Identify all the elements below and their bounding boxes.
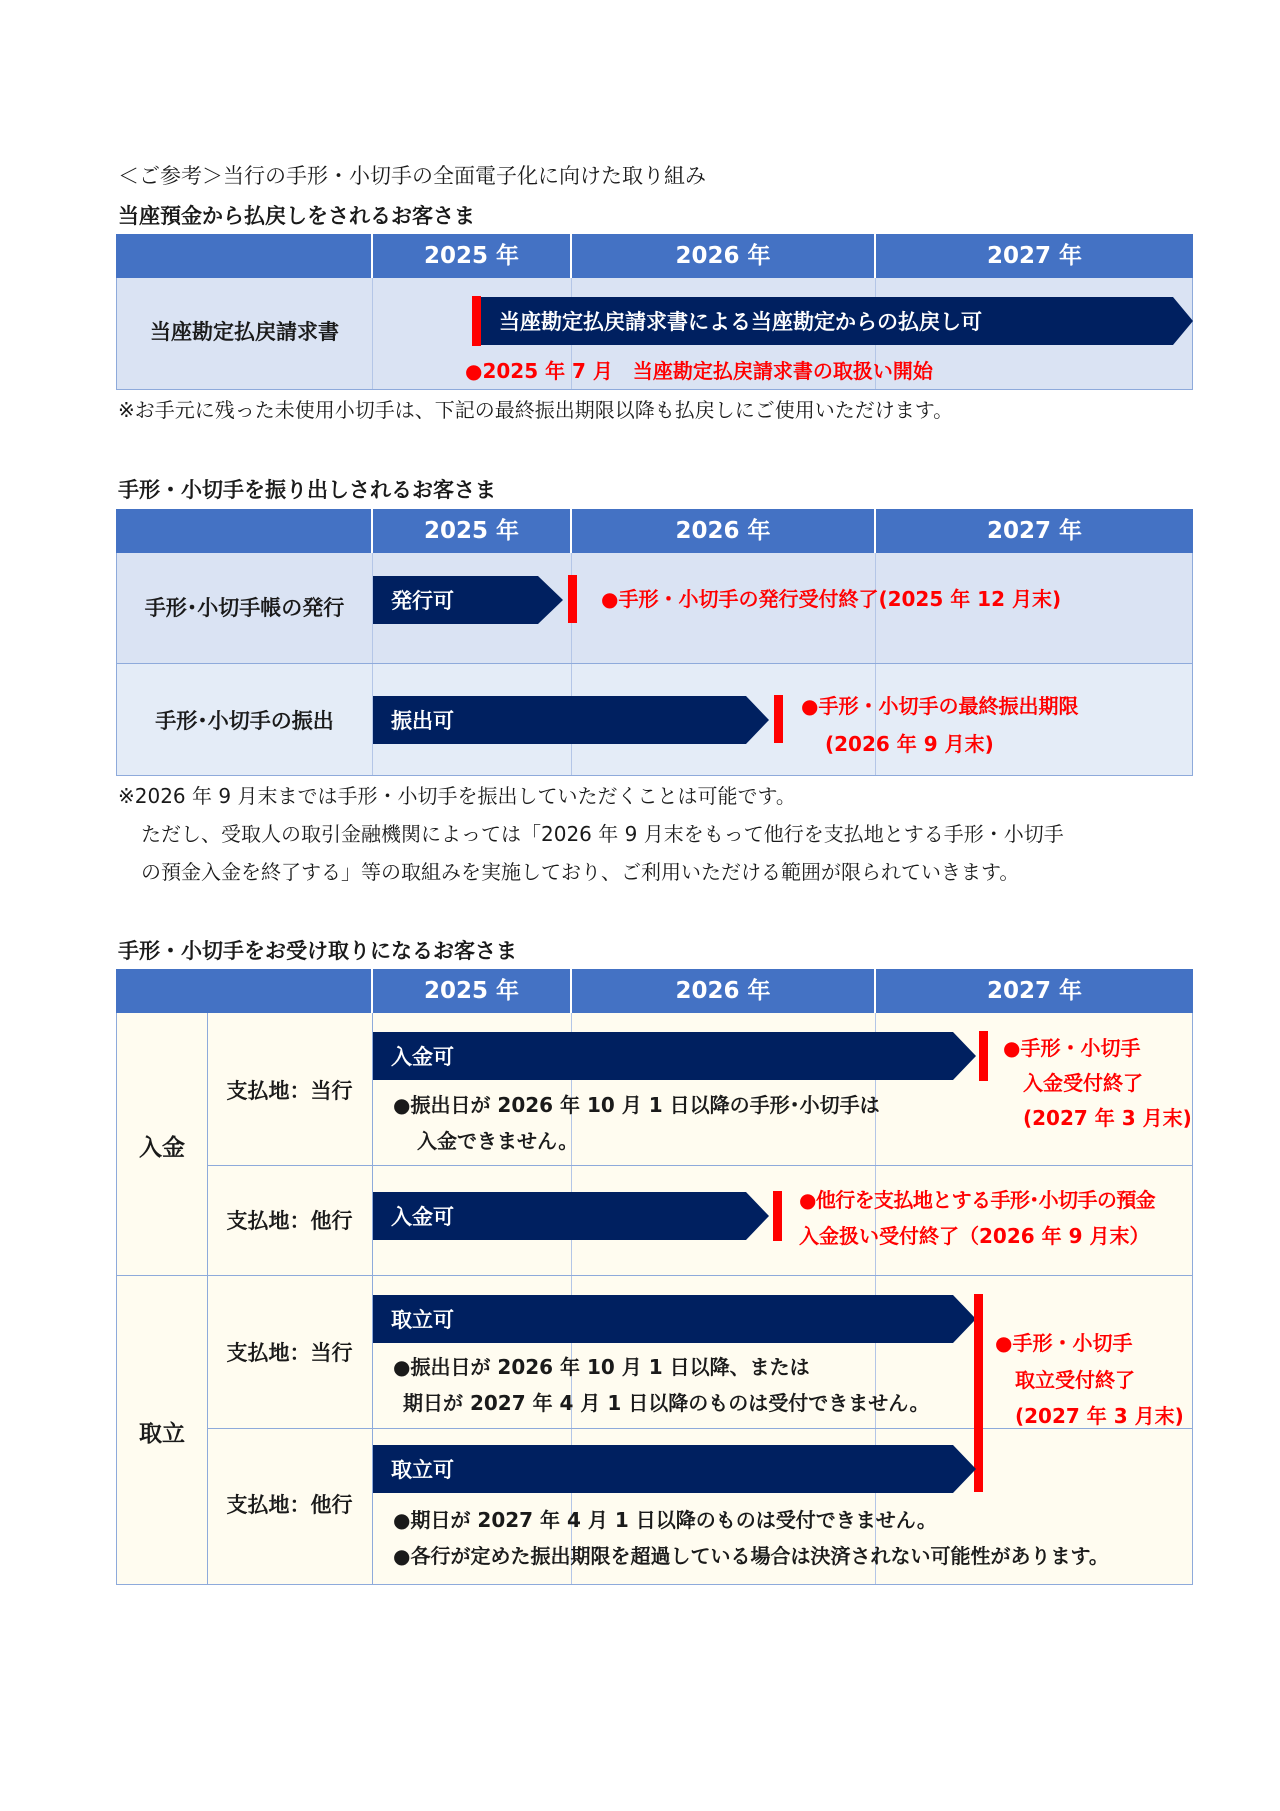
alert-text: (2026 年 9 月末) (825, 732, 994, 756)
arrow-label: 取立可 (391, 1308, 454, 1332)
end-marker (773, 1191, 782, 1241)
row-label: 支払地：他行 (226, 1493, 353, 1517)
year-2027: 2027 年 (986, 978, 1083, 1004)
row-label: 当座勘定払戻請求書 (150, 320, 339, 344)
group-label-collection: 取立 (139, 1421, 185, 1447)
arrow-bar (373, 1192, 769, 1240)
section2-title: 手形・小切手を振り出しされるお客さま (118, 478, 496, 502)
year-2026: 2026 年 (675, 243, 771, 269)
table-header (116, 969, 1193, 1013)
section3-title: 手形・小切手をお受け取りになるお客さま (118, 939, 517, 963)
alert-text: ●手形・小切手の発行受付終了(2025 年 12 月末) (601, 587, 1062, 611)
arrow-bar (481, 297, 1193, 345)
alert-text: ●2025 年 7 月 当座勘定払戻請求書の取扱い開始 (465, 359, 933, 383)
year-2025: 2025 年 (423, 243, 520, 269)
condition-note: ●振出日が 2026 年 10 月 1 日以降、または (393, 1355, 810, 1379)
alert-text: (2027 年 3 月末) (1023, 1106, 1192, 1130)
row-label: 手形･小切手の振出 (155, 709, 334, 733)
section1-title: 当座預金から払戻しをされるお客さま (118, 204, 475, 228)
section2-note: ただし、受取人の取引金融機関によっては「2026 年 9 月末をもって他行を支払地とする手形・小切手 (141, 822, 1064, 846)
start-marker (472, 296, 481, 346)
arrow-bar (373, 1032, 976, 1080)
arrow-label: 取立可 (391, 1458, 454, 1482)
arrow-label: 振出可 (391, 709, 454, 733)
arrow-label: 発行可 (391, 589, 454, 613)
table-row (116, 664, 1193, 776)
group-label-deposit: 入金 (139, 1135, 185, 1161)
table-body (116, 1013, 1193, 1585)
alert-text: ●手形・小切手 (995, 1331, 1133, 1355)
row-label: 手形･小切手帳の発行 (144, 596, 345, 620)
row-label: 支払地：当行 (226, 1341, 353, 1365)
condition-note: ●期日が 2027 年 4 月 1 日以降のものは受付できません。 (393, 1508, 937, 1532)
arrow-label: 入金可 (391, 1045, 454, 1069)
year-2027: 2027 年 (986, 243, 1083, 269)
row-label: 支払地：当行 (226, 1079, 353, 1103)
section3-table (116, 969, 1193, 1585)
alert-text: 入金受付終了 (1023, 1071, 1143, 1095)
alert-text: 入金扱い受付終了（2026 年 9 月末） (799, 1224, 1150, 1248)
end-marker (774, 695, 783, 743)
end-marker (568, 575, 577, 623)
alert-text: 取立受付終了 (1015, 1368, 1135, 1392)
alert-text: ●他行を支払地とする手形･小切手の預金 (799, 1188, 1156, 1212)
year-2025: 2025 年 (423, 978, 520, 1004)
condition-note: ●振出日が 2026 年 10 月 1 日以降の手形･小切手は (393, 1093, 880, 1117)
arrow-label: 入金可 (391, 1205, 454, 1229)
section1-table (116, 234, 1193, 390)
year-2027: 2027 年 (986, 518, 1083, 544)
condition-note: 期日が 2027 年 4 月 1 日以降のものは受付できません。 (403, 1391, 930, 1415)
arrow-bar (373, 576, 563, 624)
arrow-bar (373, 1295, 976, 1343)
alert-text: ●手形・小切手 (1003, 1036, 1141, 1060)
row-label: 支払地：他行 (226, 1209, 353, 1233)
table-row (116, 553, 1193, 664)
alert-text: ●手形・小切手の最終振出期限 (801, 694, 1079, 718)
section2-note: ※2026 年 9 月末までは手形・小切手を振出していただくことは可能です。 (118, 784, 796, 808)
alert-text: (2027 年 3 月末) (1015, 1404, 1184, 1428)
arrow-bar (373, 696, 769, 744)
section2-note: の預金入金を終了する」等の取組みを実施しており、ご利用いただける範囲が限られていきます。 (141, 860, 1020, 884)
year-2026: 2026 年 (675, 518, 771, 544)
condition-note: ●各行が定めた振出期限を超過している場合は決済されない可能性があります。 (393, 1544, 1109, 1568)
year-2026: 2026 年 (675, 978, 771, 1004)
section2-table (116, 509, 1193, 776)
table-header (116, 509, 1193, 553)
table-header (116, 234, 1193, 278)
end-marker (979, 1031, 988, 1081)
arrow-bar (373, 1445, 976, 1493)
arrow-label: 当座勘定払戻請求書による当座勘定からの払戻し可 (499, 310, 982, 334)
condition-note: 入金できません。 (417, 1129, 579, 1153)
intro-heading: ＜ご参考＞当行の手形・小切手の全面電子化に向けた取り組み (118, 164, 706, 188)
section1-note: ※お手元に残った未使用小切手は、下記の最終振出期限以降も払戻しにご使用いただけます。 (118, 398, 954, 422)
year-2025: 2025 年 (423, 518, 520, 544)
table-row (116, 278, 1193, 390)
